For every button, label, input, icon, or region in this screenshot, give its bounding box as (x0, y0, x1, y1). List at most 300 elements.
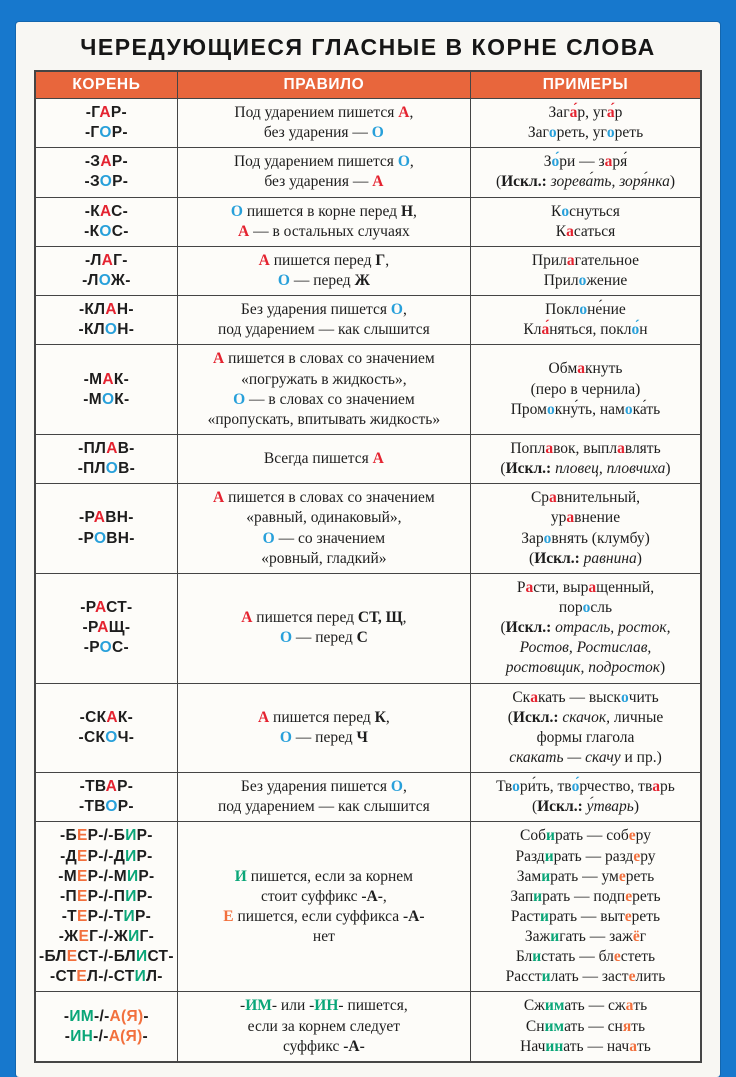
text-line: -ЛАГ- (85, 251, 128, 269)
text-line: скакать — скачу и пр.) (509, 748, 662, 766)
text-line: -МЕР-/-МИР- (58, 867, 155, 885)
examples-cell (470, 683, 701, 773)
colored-letter: А (102, 370, 114, 388)
colored-letter: -А- (343, 1037, 365, 1055)
text-line: -РАЩ- (82, 619, 131, 637)
poster-title: ЧЕРЕДУЮЩИЕСЯ ГЛАСНЫЕ В КОРНЕ СЛОВА (80, 34, 656, 60)
colored-letter: Ж (354, 271, 370, 289)
colored-letter: а (588, 578, 597, 596)
colored-letter: е (624, 907, 632, 925)
colored-letter: е (628, 968, 636, 986)
colored-letter: е (625, 887, 633, 905)
colored-letter: Г (375, 251, 386, 269)
colored-letter: ИМ (69, 1007, 95, 1025)
root-cell (35, 683, 177, 773)
colored-letter: Е (223, 907, 234, 925)
colored-letter: им (544, 997, 565, 1015)
examples-cell (470, 246, 701, 295)
colored-letter: о (624, 400, 633, 418)
rule-cell (177, 246, 470, 295)
text-line: А пишется перед Г, (258, 251, 390, 269)
colored-letter: А (97, 619, 109, 637)
text-line: Замирать — умереть (516, 867, 655, 885)
text-line: -ИМ-/-А(Я)- (63, 1007, 149, 1025)
text-line: Под ударением пишется О, (233, 153, 414, 171)
colored-letter: а́ (541, 321, 550, 339)
colored-letter: и (541, 867, 551, 885)
text-line: -ПЛАВ- (78, 439, 135, 457)
text-line: А пишется в словах со значением (213, 489, 435, 507)
colored-letter: О (262, 529, 275, 547)
text-line: -ТВАР- (79, 778, 134, 796)
text-line: -ДЕР-/-ДИР- (60, 847, 153, 865)
colored-letter: и (544, 847, 554, 865)
colored-letter: о (512, 778, 520, 796)
root-cell (35, 197, 177, 246)
examples-cell (470, 484, 701, 574)
text-line: Скакать — выскочить (512, 688, 659, 706)
rule-cell (177, 434, 470, 483)
colored-letter: А (372, 173, 384, 191)
colored-letter: е (628, 827, 636, 845)
examples-cell (470, 773, 701, 822)
colored-letter: а (549, 489, 557, 507)
colored-letter: Е (76, 968, 88, 986)
text-line: А — в остальных случаях (238, 222, 410, 240)
text-line: -ТЕР-/-ТИР- (61, 907, 152, 925)
root-cell (35, 246, 177, 295)
rule-cell (177, 484, 470, 574)
colored-letter: И (134, 968, 147, 986)
colored-letter: А (106, 708, 118, 726)
text-line: -КАС- (84, 202, 129, 220)
rules-table (34, 70, 702, 1063)
text-line: Сравнительный, (530, 489, 641, 507)
text-line: (перо в чернила) (530, 380, 641, 398)
text-line (474, 638, 697, 658)
colored-letter: ин (545, 1037, 564, 1055)
colored-letter: Е (76, 847, 88, 865)
colored-letter: О (93, 529, 107, 547)
text-line: -РОВН- (78, 529, 135, 547)
colored-letter: я (622, 1017, 632, 1035)
text-line: Блистать — блестеть (515, 948, 656, 966)
text-line: Под ударением пишется А, (234, 104, 414, 121)
text-line: суффикс -А- (283, 1037, 365, 1055)
root-cell (35, 822, 177, 992)
text-line: (Искл.: зорева́ть, зоря́нка) (495, 173, 676, 191)
text-line: А пишется перед К, (257, 708, 390, 726)
text-line: (Искл.: пловец, пловчиха) (500, 460, 671, 478)
colored-letter: Искл.: (534, 549, 580, 567)
table-row (35, 773, 701, 822)
colored-letter: А (213, 489, 225, 507)
colored-letter: Искл.: (505, 460, 552, 478)
colored-letter: и (533, 887, 543, 905)
text-line: О — со значением (262, 529, 386, 547)
colored-letter: отрасль, росток, (555, 619, 671, 637)
colored-letter: о (561, 202, 570, 220)
colored-letter: Е (76, 907, 88, 925)
colored-letter: А (99, 104, 111, 121)
examples-cell (470, 822, 701, 992)
colored-letter: им (544, 1017, 565, 1035)
colored-letter: Е (76, 827, 88, 845)
colored-letter: -А- (402, 907, 425, 925)
text-line: -МАК- (83, 370, 130, 388)
examples-cell (470, 992, 701, 1062)
root-cell (35, 99, 177, 148)
colored-letter: и (541, 968, 551, 986)
column-header-root: КОРЕНЬ (35, 71, 177, 99)
text-line: «пропускать, впитывать жидкость» (207, 410, 441, 428)
colored-letter: Искл.: (501, 173, 547, 191)
examples-cell (470, 148, 701, 197)
colored-letter: А (101, 251, 114, 269)
colored-letter: А(Я) (108, 1027, 143, 1045)
root-cell (35, 148, 177, 197)
text-line: Начинать — начать (520, 1037, 651, 1055)
rule-cell (177, 683, 470, 773)
text-line: Касаться (555, 222, 616, 240)
text-line: Расстилать — застелить (505, 968, 666, 986)
colored-letter: е (613, 948, 621, 966)
colored-letter: О (99, 173, 113, 191)
colored-letter: пловец, пловчиха (555, 460, 666, 478)
colored-letter: скачок, (562, 708, 610, 726)
examples-cell (470, 345, 701, 435)
text-line: -ГАР- (85, 104, 127, 121)
colored-letter: А (93, 509, 106, 527)
text-line: Без ударения пишется О, (240, 778, 407, 796)
colored-letter: А (213, 350, 225, 368)
colored-letter: А (105, 301, 117, 319)
colored-letter: О (99, 222, 112, 240)
colored-letter: о (578, 271, 587, 289)
column-header-examples: ПРИМЕРЫ (470, 71, 701, 99)
colored-letter: А (372, 450, 384, 468)
colored-letter: О (371, 124, 384, 142)
root-cell (35, 573, 177, 683)
colored-letter: ростовщик, подросток (505, 659, 661, 677)
text-line: без ударения — А (264, 173, 384, 191)
colored-letter: о (546, 400, 555, 418)
colored-letter: зорева́ть, зоря́нка (550, 173, 670, 191)
examples-cell (470, 99, 701, 148)
text-line: Собирать — соберу (520, 827, 651, 845)
text-line: Промокну́ть, намока́ть (510, 400, 661, 418)
text-line: Зага́р, уга́р (548, 104, 623, 121)
colored-letter: Е (76, 887, 88, 905)
table-body (35, 99, 701, 1062)
text-line: -РАВН- (79, 509, 134, 527)
colored-letter: о́ (551, 153, 560, 171)
text-line: -ЗОР- (84, 173, 129, 191)
text-line: -БЕР-/-БИР- (60, 827, 153, 845)
table-row (35, 573, 701, 683)
colored-letter: А (105, 778, 118, 796)
colored-letter: о (543, 529, 552, 547)
colored-letter: ИН (314, 997, 339, 1015)
colored-letter: О (397, 153, 410, 171)
colored-letter: ИМ (245, 997, 272, 1015)
table-row (35, 296, 701, 345)
table-row (35, 197, 701, 246)
text-line: нет (312, 928, 335, 946)
text-line: -РОС- (83, 639, 129, 657)
rule-cell (177, 345, 470, 435)
text-line: Твори́ть, тво́рчество, тварь (496, 778, 675, 796)
text-line: поросль (558, 598, 613, 616)
text-line: уравнение (550, 509, 621, 527)
text-line: -ТВОР- (78, 798, 134, 816)
colored-letter: ё (632, 928, 640, 946)
text-line: -КЛАН- (78, 301, 134, 319)
colored-letter: а (566, 222, 574, 240)
text-line: (Искл.: равнина) (529, 549, 642, 567)
colored-letter: о (579, 301, 588, 319)
colored-letter: О (104, 321, 118, 339)
text-line: стоит суффикс -А-, (260, 887, 387, 905)
colored-letter: и (540, 907, 549, 925)
root-cell (35, 484, 177, 574)
colored-letter: И (126, 867, 139, 885)
text-line: если за корнем следует (247, 1017, 401, 1035)
colored-letter: а́ (569, 104, 578, 121)
colored-letter: А (106, 439, 118, 457)
text-line: Зажигать — зажёг (524, 928, 647, 946)
colored-letter: а́ (606, 104, 615, 121)
text-line: -ПЛОВ- (77, 460, 136, 478)
table-row (35, 434, 701, 483)
text-line: -СКАК- (79, 708, 134, 726)
text-line: Прилагательное (531, 251, 640, 269)
colored-letter: а (545, 439, 554, 457)
colored-letter: А (258, 251, 270, 269)
colored-letter: у́тварь (586, 798, 634, 816)
text-line: Кла́няться, покло́н (523, 321, 648, 339)
colored-letter: О (277, 271, 290, 289)
text-line: -ЖЕГ-/-ЖИГ- (58, 928, 155, 946)
column-header-rule: ПРАВИЛО (177, 71, 470, 99)
text-line: Расти, выращенный, (516, 578, 655, 596)
text-line: Поплавок, выплавлять (510, 439, 661, 457)
colored-letter: И (234, 867, 247, 885)
colored-letter: А (257, 708, 270, 726)
text-line: О пишется в корне перед Н, (230, 202, 417, 220)
colored-letter: а (629, 1037, 637, 1055)
text-line: -ИМ- или -ИН- пишется, (240, 997, 408, 1015)
table-row (35, 246, 701, 295)
examples-cell (470, 434, 701, 483)
rule-cell (177, 296, 470, 345)
colored-letter: о́ (571, 778, 580, 796)
colored-letter: А (241, 609, 253, 627)
colored-letter: О (105, 728, 118, 746)
text-line: без ударения — О (263, 124, 384, 142)
colored-letter: и (546, 827, 555, 845)
colored-letter: и (532, 948, 542, 966)
colored-letter: Ч (356, 728, 368, 746)
text-line: И пишется, если за корнем (234, 867, 413, 885)
text-line: -СКОЧ- (78, 728, 135, 746)
colored-letter: О (390, 301, 403, 319)
text-line: (Искл.: отрасль, росток, (500, 619, 671, 637)
text-line: О — перед Ж (277, 271, 370, 289)
colored-letter: Искл.: (512, 708, 559, 726)
colored-letter: а (577, 360, 586, 378)
colored-letter: о (606, 124, 615, 142)
colored-letter: А (100, 153, 112, 171)
text-line: -ГОР- (84, 124, 128, 142)
colored-letter: а (652, 778, 661, 796)
rule-cell (177, 573, 470, 683)
colored-letter: О (105, 460, 119, 478)
colored-letter: а (525, 578, 534, 596)
table-row (35, 992, 701, 1062)
text-line: Приложение (543, 271, 628, 289)
text-line: -КЛОН- (78, 321, 135, 339)
text-line: Заровнять (клумбу) (521, 529, 650, 547)
colored-letter: О (98, 271, 111, 289)
text-line: А пишется в словах со значением (213, 350, 435, 368)
colored-letter: О (233, 390, 246, 408)
text-line: -ИН-/-А(Я)- (64, 1027, 149, 1045)
colored-letter: О (390, 778, 403, 796)
text-line: -ЗАР- (84, 153, 128, 171)
rule-cell (177, 992, 470, 1062)
text-line: -ЛОЖ- (82, 271, 131, 289)
text-line: (Искл.: скачок, личные (507, 708, 664, 726)
text-line: Всегда пишется А (263, 450, 384, 468)
colored-letter: С (356, 629, 368, 647)
text-line: Зо́ри — заря́ (543, 153, 628, 171)
text-line: -ПЕР-/-ПИР- (60, 887, 153, 905)
text-line: -МОК- (83, 390, 130, 408)
colored-letter: А (99, 202, 112, 220)
text-line: А пишется перед СТ, Щ, (241, 609, 407, 627)
text-line: формы глагола (536, 728, 635, 746)
text-line: Загореть, угореть (527, 124, 644, 142)
text-line: Поклоне́ние (545, 301, 626, 319)
text-line: (Искл.: у́тварь) (531, 798, 640, 816)
text-line: -РАСТ- (80, 598, 133, 616)
colored-letter: И (128, 928, 140, 946)
colored-letter: а (566, 251, 575, 269)
colored-letter: И (123, 907, 135, 925)
text-line: О — в словах со значением (233, 390, 415, 408)
root-cell (35, 345, 177, 435)
colored-letter: И (125, 887, 137, 905)
text-line: Запирать — подпереть (510, 887, 661, 905)
colored-letter: Е (66, 948, 78, 966)
text-line: «погружать в жидкость», (241, 370, 407, 388)
colored-letter: а (617, 439, 625, 457)
colored-letter: И (125, 847, 137, 865)
colored-letter: а (530, 688, 538, 706)
colored-letter: а (566, 509, 575, 527)
colored-letter: О (101, 390, 115, 408)
rule-cell (177, 822, 470, 992)
rule-cell (177, 99, 470, 148)
table-row (35, 683, 701, 773)
table-row (35, 345, 701, 435)
colored-letter: ИН (70, 1027, 94, 1045)
colored-letter: А (398, 104, 410, 121)
table-row (35, 822, 701, 992)
root-cell (35, 296, 177, 345)
text-line: под ударением — как слышится (217, 321, 430, 339)
colored-letter: Искл.: (505, 619, 552, 637)
colored-letter: И (135, 948, 148, 966)
colored-letter: Искл.: (537, 798, 583, 816)
text-line: -КОС- (84, 222, 129, 240)
text-line: «равный, одинаковый», (246, 509, 402, 527)
colored-letter: А (238, 222, 250, 240)
colored-letter: о (620, 688, 629, 706)
colored-letter: е (618, 867, 626, 885)
text-line: -СТЕЛ-/-СТИЛ- (50, 968, 163, 986)
text-line: Обмакнуть (548, 360, 623, 378)
examples-cell (470, 573, 701, 683)
colored-letter: и (550, 928, 560, 946)
examples-cell (470, 296, 701, 345)
poster-card (16, 22, 720, 1077)
text-line: ростовщик, подросток) (505, 659, 666, 677)
root-cell (35, 773, 177, 822)
examples-cell (470, 197, 701, 246)
colored-letter: О (99, 639, 113, 657)
rule-cell (177, 773, 470, 822)
text-line: Сжимать — сжать (523, 997, 648, 1015)
text-line: Растирать — вытереть (510, 907, 661, 925)
colored-letter: а (625, 997, 634, 1015)
rule-cell (177, 197, 470, 246)
colored-letter: а (604, 153, 613, 171)
colored-letter: К (374, 708, 386, 726)
colored-letter: И (125, 827, 137, 845)
header-row (35, 71, 701, 99)
text-line: О — перед Ч (279, 728, 368, 746)
colored-letter: -А- (361, 887, 383, 905)
text-line: Снимать — снять (525, 1017, 646, 1035)
rule-cell (177, 148, 470, 197)
colored-letter: Е (76, 867, 88, 885)
text-line: Е пишется, если суффикса -А- (223, 907, 425, 925)
text-line: Коснуться (551, 202, 620, 220)
colored-letter: А (95, 598, 107, 616)
colored-letter: е (633, 847, 641, 865)
table-row (35, 484, 701, 574)
root-cell (35, 434, 177, 483)
text-line: «ровный, гладкий» (261, 549, 387, 567)
colored-letter: Ростов, Ростислав, (519, 639, 652, 657)
text-line: -БЛЕСТ-/-БЛИСТ- (39, 948, 174, 966)
colored-letter: СТ, Щ (357, 609, 403, 627)
table-row (35, 99, 701, 148)
colored-letter: А(Я) (109, 1007, 144, 1025)
text-line: под ударением — как слышится (217, 798, 430, 816)
colored-letter: о (548, 124, 557, 142)
colored-letter: О (230, 202, 243, 220)
colored-letter: о (582, 598, 591, 616)
colored-letter: О (99, 124, 112, 142)
colored-letter: Е (78, 928, 90, 946)
table-row (35, 148, 701, 197)
text-line: Без ударения пишется О, (240, 301, 407, 319)
colored-letter: Н (400, 202, 413, 220)
colored-letter: О (279, 629, 292, 647)
